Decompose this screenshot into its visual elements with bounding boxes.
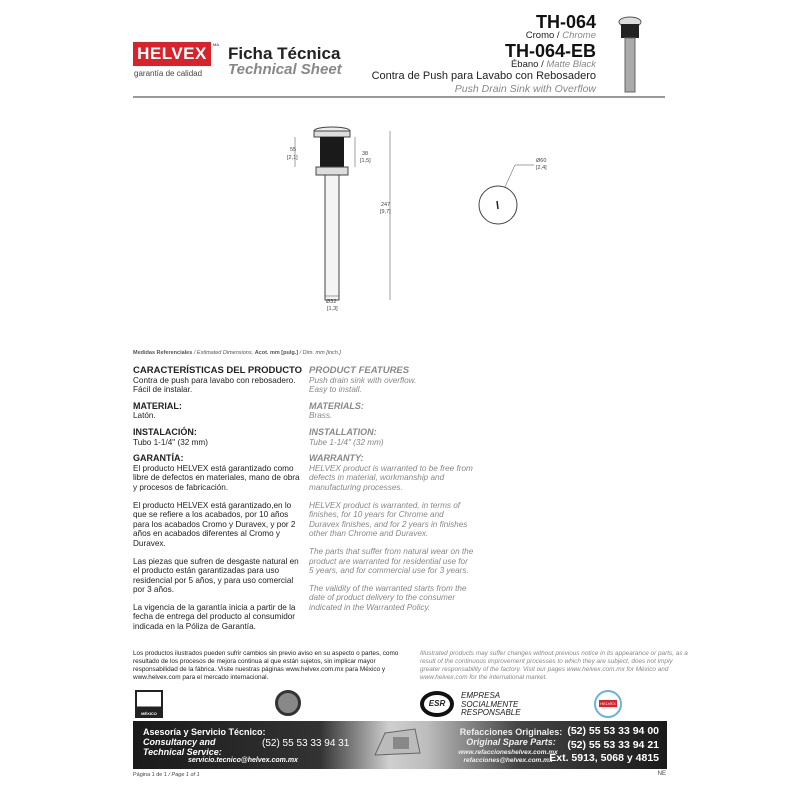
svg-text:38: 38 <box>362 151 369 157</box>
service-label-en: Consultancy and Technical Service: <box>143 737 222 757</box>
dimension-note: Medidas Referenciales / Estimated Dimensions, Acot. mm [pulg.] / Dim. mm [inch.] <box>133 350 341 356</box>
spec-spanish <box>133 366 305 632</box>
text: La vigencia de la garantía inicia a partir de la fecha de entrega del producto al consumidor indicada en la Póliza de Garantía. <box>133 602 296 632</box>
heading: GARANTÍA: <box>133 453 184 464</box>
spec-english <box>309 366 474 612</box>
heading: MATERIAL: <box>133 400 182 411</box>
product-thumbnail <box>615 14 645 94</box>
text: Brass. <box>309 411 333 421</box>
heading: WARRANTY: <box>309 453 364 464</box>
service-email[interactable]: servicio.tecnico@helvex.com.mx <box>188 757 298 764</box>
text: Contra de push para lavabo con rebosadero. <box>133 375 296 385</box>
svg-text:[2,4]: [2,4] <box>536 165 547 171</box>
text: Latón. <box>133 411 156 421</box>
technical-drawing-side <box>280 120 420 320</box>
page-number: Página 1 de 1 / Page 1 of 1 <box>133 772 200 778</box>
service-label: Asesoría y Servicio Técnico: <box>143 727 266 737</box>
finish-1: Cromo / Chrome <box>525 30 596 41</box>
finish-2: Ébano / Matte Black <box>510 59 596 70</box>
esr-logo: ESR <box>420 691 454 717</box>
text: The validity of the warranted starts from the date of product delivery to the consumer indicated in the Warranted Policy. <box>309 583 467 612</box>
parts-label: Refacciones Originales: Original Spare Parts: <box>459 727 563 747</box>
product-name-es: Contra de Push para Lavabo con Rebosadero <box>371 70 596 82</box>
model-code-2: TH-064-EB <box>504 41 596 61</box>
svg-text:55: 55 <box>290 147 297 153</box>
contact-bar <box>133 721 667 769</box>
telephone-icon <box>365 725 425 767</box>
text: Easy to install. <box>309 385 362 395</box>
text: Push drain sink with overflow. <box>309 375 417 385</box>
technical-drawing-top <box>470 150 560 230</box>
header-divider <box>133 96 665 98</box>
heading: INSTALLATION: <box>309 426 377 437</box>
tagline: garantía de calidad <box>134 69 203 78</box>
text: HELVEX product is warranted, in terms of finishes, for 10 years for Chrome and Duravex finishes, and for 2 years in finishes other than Chrome and Duravex. <box>309 500 468 539</box>
svg-text:Ø32: Ø32 <box>326 299 337 305</box>
esr-text: EMPRESA SOCIALMENTE RESPONSABLE <box>461 691 521 717</box>
svg-text:247: 247 <box>381 202 391 208</box>
heading: INSTALACIÓN: <box>133 426 197 437</box>
svg-text:[2,1]: [2,1] <box>287 155 298 161</box>
text: El producto HELVEX está garantizado como libre de defectos en materiales, mano de obra y procesos de fabricación. <box>133 463 300 492</box>
text: HELVEX product is warranted to be free from defects in material, workmanship and manufacturing processes. <box>309 463 473 492</box>
text: Las piezas que sufren de desgaste natural en el producto están garantizadas para uso residencial por 5 años, y para uso comercial por 3 años. <box>133 556 299 595</box>
disclaimer-en: Illustrated products may suffer changes without previous notice in its appearance or parts, as a result of the continuous improvement processes to which they are subject, does not imply greater responsability of the factory. Visit our pages www.helvex.com.mx for México and www.helvex.com for the international market. <box>420 650 688 681</box>
svg-text:[1,5]: [1,5] <box>360 158 371 164</box>
helvex-logo: HELVEX <box>133 42 211 66</box>
product-name-en: Push Drain Sink with Overflow <box>454 83 596 95</box>
hecho-en-mexico-badge: MÉXICO <box>135 690 163 718</box>
svg-text:[1,3]: [1,3] <box>327 306 338 312</box>
text: The parts that suffer from natural wear on the product are warranted for residential use for 5 years, and for commercial use for 3 years. <box>309 546 474 576</box>
model-code-1: TH-064 <box>535 12 596 32</box>
title-en: Technical Sheet <box>228 61 342 78</box>
doc-code: NE <box>657 771 666 777</box>
text: Fácil de instalar. <box>133 385 193 395</box>
svg-text:Ø60: Ø60 <box>536 158 547 164</box>
svg-text:[9,7]: [9,7] <box>380 209 391 215</box>
section-title: PRODUCT FEATURES <box>309 365 410 376</box>
parts-links[interactable]: www.refaccioneshelvex.com.mx refacciones@helvex.com.mx <box>458 749 558 764</box>
disclaimer-es: Los productos ilustrados pueden sufrir cambios sin previo aviso en su aspecto o partes, como resultado de los procesos de mejora continua al que están sujetos, sin implicar mayor responsabilidad de la fábrica. Visite nuestras páginas www.helvex.com.mx para México y www.helvex.com para el mercado internacional. <box>133 650 399 681</box>
trademark: MA <box>213 42 219 47</box>
text: El producto HELVEX está garantizado,en lo que se refiere a los acabados, por 10 años para los acabados Cromo y Duravex, y por 2 años en acabados diferentes al Cromo y Duravex. <box>133 500 296 548</box>
service-phone: (52) 55 53 33 94 31 <box>262 738 350 749</box>
text: Tube 1-1/4" (32 mm) <box>309 437 384 447</box>
section-title: CARACTERÍSTICAS DEL PRODUCTO <box>133 365 303 376</box>
heading: MATERIALS: <box>309 400 364 411</box>
helvex-seal: HELVEX <box>594 690 622 718</box>
title-es: Ficha Técnica <box>228 44 341 63</box>
usgbc-badge <box>275 690 301 716</box>
phone-numbers: (52) 55 53 33 94 00 (52) 55 53 33 94 21 Ext. 5913, 5068 y 4815 <box>549 725 659 764</box>
text: Tubo 1-1/4" (32 mm) <box>133 437 208 447</box>
